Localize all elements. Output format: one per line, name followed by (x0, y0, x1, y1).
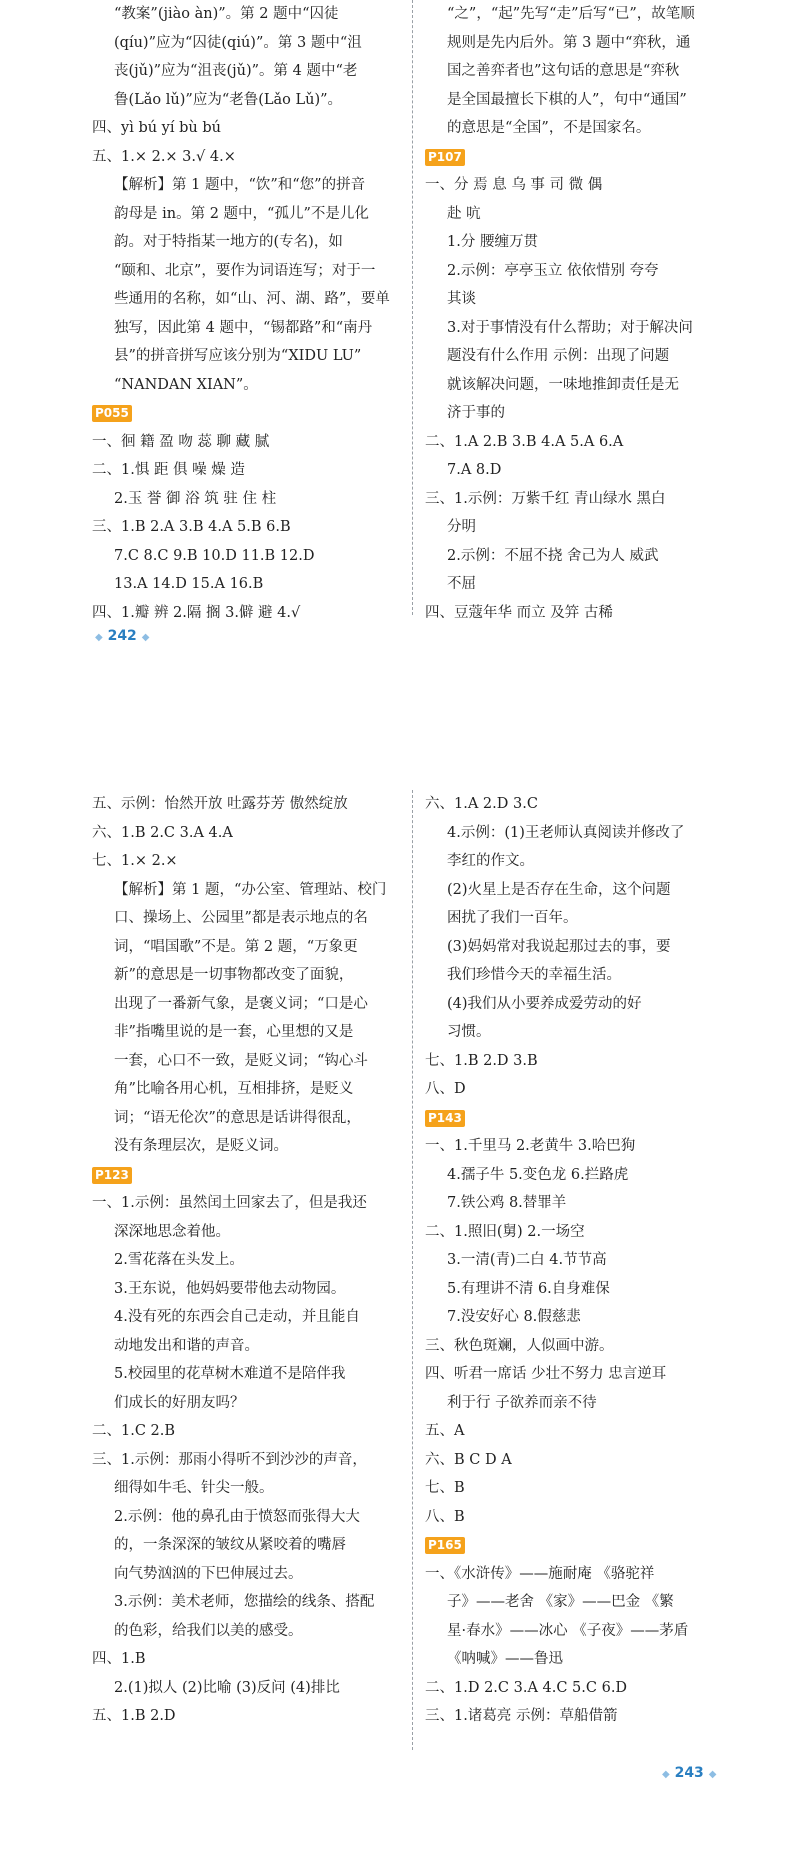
continuation-line: “教案”(jiào àn)”。第 2 题中“囚徒 (114, 6, 339, 22)
continuation-line: 口、操场上、公园里”都是表示地点的名 (114, 910, 368, 926)
continuation-line: 新”的意思是一切事物都改变了面貌， (114, 967, 354, 983)
continuation-line: 县”的拼音拼写应该分别为“XIDU LU” (114, 348, 362, 364)
continuation-line: “之”，“起”先写“走”后写“已”，故笔顺 (447, 6, 695, 22)
analysis-line: 【解析】第 1 题，“办公室、管理站、校门 (114, 881, 387, 898)
continuation-line: 的色彩，给我们以美的感受。 (114, 1622, 303, 1639)
answer-item-line: 5.有理讲不清 6.自身难保 (447, 1280, 610, 1297)
diamond-icon: ◆ (708, 1769, 717, 1780)
answer-section-line: 一、徊 籍 盈 吻 蕊 聊 藏 腻 (92, 433, 270, 450)
continuation-line: 题没有什么作用 示例：出现了问题 (447, 348, 670, 364)
continuation-line: 分明 (447, 519, 476, 535)
answer-section-line: 四、1.瓣 辨 2.隔 搁 3.僻 避 4.√ (92, 604, 301, 621)
answer-section-line: 一、《水浒传》——施耐庵 《骆驼祥 (425, 1565, 655, 1582)
column-divider (412, 0, 413, 615)
continuation-line: 深深地思念着他。 (114, 1223, 230, 1240)
answer-section-line: 三、1.示例：万紫千红 青山绿水 黑白 (425, 490, 666, 507)
answer-item-line: 3.示例：美术老师，您描绘的线条、搭配 (114, 1594, 375, 1610)
answer-section-line: 二、1.A 2.B 3.B 4.A 5.A 6.A (425, 433, 624, 450)
page-243 (0, 790, 790, 1849)
answer-section-line: 八、B (425, 1508, 465, 1525)
page-reference-tag: P055 (92, 405, 132, 422)
continuation-line: “颐和、北京”，要作为词语连写；对于一 (114, 262, 376, 279)
continuation-line: “NANDAN XIAN”。 (114, 376, 258, 393)
answer-item-line: 2.(1)拟人 (2)比喻 (3)反问 (4)排比 (114, 1679, 340, 1696)
answer-section-line: 三、1.B 2.A 3.B 4.A 5.B 6.B (92, 519, 291, 535)
answer-section-line: 七、1.× 2.× (92, 853, 178, 869)
answer-section-line: 二、1.D 2.C 3.A 4.C 5.C 6.D (425, 1679, 628, 1696)
continuation-line: 其谈 (447, 291, 476, 307)
continuation-line: 我们珍惜今天的幸福生活。 (447, 967, 621, 983)
answer-section-line: 三、1.示例：那雨小得听不到沙沙的声音， (92, 1451, 367, 1468)
answer-section-line: 五、A (425, 1423, 465, 1439)
continuation-line: 些通用的名称，如“山、河、湖、路”，要单 (114, 291, 390, 307)
right-column (425, 0, 725, 627)
answer-section-line: 四、豆蔻年华 而立 及笄 古稀 (425, 604, 613, 621)
answer-item-line: 7.A 8.D (447, 462, 502, 478)
answer-item-line: 4.孺子牛 5.变色龙 6.拦路虎 (447, 1166, 629, 1183)
answer-section-line: 六、1.B 2.C 3.A 4.A (92, 824, 233, 841)
continuation-line: 一套，心口不一致，是贬义词；“钩心斗 (114, 1052, 368, 1069)
diamond-icon: ◆ (95, 632, 103, 643)
answer-item-line: 13.A 14.D 15.A 16.B (114, 576, 264, 592)
continuation-line: 国之善弈者也”这句话的意思是“弈秋 (447, 63, 680, 79)
continuation-line: 没有条理层次，是贬义词。 (114, 1138, 288, 1154)
continuation-line: 出现了一番新气象，是褒义词；“口是心 (114, 995, 368, 1012)
answer-item-line: 4.没有死的东西会自己走动，并且能自 (114, 1309, 360, 1325)
continuation-line: 习惯。 (447, 1024, 491, 1040)
answer-section-line: 六、B C D A (425, 1451, 512, 1468)
continuation-line: 韵母是 in。第 2 题中，“孤儿”不是儿化 (114, 205, 369, 222)
answer-item-line: 3.一清(青)二白 4.节节高 (447, 1252, 607, 1268)
answer-section-line: 三、1.诸葛亮 示例：草船借箭 (425, 1708, 618, 1724)
answer-item-line: (3)妈妈常对我说起那过去的事，要 (447, 938, 671, 955)
left-column (92, 0, 402, 627)
answer-section-line: 二、1.惧 距 俱 噪 燥 造 (92, 462, 245, 478)
continuation-line: 韵。对于特指某一地方的(专名)，如 (114, 234, 343, 250)
continuation-line: 不屈 (447, 576, 476, 592)
page-reference-tag: P123 (92, 1167, 132, 1184)
answer-section-line: 二、1.C 2.B (92, 1423, 176, 1439)
page-number: ◆ 243 ◆ (662, 1765, 717, 1781)
continuation-line: 向气势汹汹的下巴伸展过去。 (114, 1565, 303, 1582)
page-number: ◆ 242 ◆ (95, 628, 150, 644)
answer-item-line: 2.雪花落在头发上。 (114, 1252, 244, 1268)
page-reference-tag: P107 (425, 149, 465, 166)
answer-item-line: 7.铁公鸡 8.替罪羊 (447, 1195, 567, 1211)
diamond-icon: ◆ (141, 632, 150, 643)
right-column (425, 790, 725, 1731)
continuation-line: 李红的作文。 (447, 853, 534, 869)
analysis-line: 【解析】第 1 题中，“饮”和“您”的拼音 (114, 177, 366, 193)
answer-section-line: 一、分 焉 息 乌 事 司 微 偶 (425, 177, 603, 193)
page-reference-tag: P165 (425, 1537, 465, 1554)
answer-item-line: 2.玉 誉 御 浴 筑 驻 住 柱 (114, 490, 277, 507)
continuation-line: 利于行 子欲养而亲不待 (447, 1394, 597, 1411)
answer-section-line: 四、yì bú yí bù bú (92, 120, 221, 136)
answer-section-line: 五、1.× 2.× 3.√ 4.× (92, 148, 236, 165)
answer-item-line: 7.C 8.C 9.B 10.D 11.B 12.D (114, 547, 315, 564)
answer-item-line: 2.示例：亭亭玉立 依依惜别 夸夸 (447, 262, 659, 279)
answer-section-line: 四、听君一席话 少壮不努力 忠言逆耳 (425, 1366, 667, 1382)
continuation-line: 词；“语无伦次”的意思是话讲得很乱， (114, 1109, 361, 1126)
diamond-icon: ◆ (662, 1769, 670, 1780)
answer-section-line: 一、1.千里马 2.老黄牛 3.哈巴狗 (425, 1138, 636, 1154)
page-242 (0, 0, 790, 650)
answer-item-line: (2)火星上是否存在生命，这个问题 (447, 881, 671, 898)
answer-item-line: 3.对于事情没有什么帮助；对于解决问 (447, 319, 693, 336)
continuation-line: 独写，因此第 4 题中，“锡都路”和“南丹 (114, 319, 373, 336)
answer-item-line: 5.校园里的花草树木难道不是陪伴我 (114, 1366, 346, 1382)
answer-section-line: 五、1.B 2.D (92, 1708, 176, 1724)
continuation-line: (qíu)”应为“囚徒(qiú)”。第 3 题中“沮 (114, 34, 362, 51)
continuation-line: 济于事的 (447, 405, 505, 421)
continuation-line: 们成长的好朋友吗？ (114, 1394, 245, 1411)
continuation-line: 赴 吭 (447, 205, 481, 222)
answer-section-line: 五、示例：怡然开放 吐露芬芳 傲然绽放 (92, 796, 348, 812)
continuation-line: 子》——老舍 《家》——巴金 《繁 (447, 1594, 674, 1610)
continuation-line: 就该解决问题，一味地推卸责任是无 (447, 376, 679, 393)
answer-item-line: 2.示例：他的鼻孔由于愤怒而张得大大 (114, 1508, 360, 1525)
answer-item-line: 3.王东说，他妈妈要带他去动物园。 (114, 1280, 346, 1297)
continuation-line: 丧(jǔ)”应为“沮丧(jǔ)”。第 4 题中“老 (114, 63, 358, 79)
answer-item-line: 1.分 腰缠万贯 (447, 234, 538, 250)
continuation-line: 动地发出和谐的声音。 (114, 1337, 259, 1354)
answer-section-line: 三、秋色斑斓，人似画中游。 (425, 1337, 614, 1354)
answer-section-line: 七、1.B 2.D 3.B (425, 1052, 538, 1069)
continuation-line: 的，一条深深的皱纹从紧咬着的嘴唇 (114, 1537, 346, 1553)
answer-item-line: 7.没安好心 8.假慈悲 (447, 1309, 581, 1325)
continuation-line: 的意思是“全国”，不是国家名。 (447, 120, 651, 136)
answer-section-line: 七、B (425, 1480, 465, 1496)
answer-section-line: 四、1.B (92, 1651, 146, 1667)
answer-section-line: 一、1.示例：虽然闰土回家去了，但是我还 (92, 1195, 367, 1211)
continuation-line: 星·春水》——冰心 《子夜》——茅盾 (447, 1622, 689, 1639)
continuation-line: 《呐喊》——鲁迅 (447, 1651, 563, 1667)
continuation-line: 困扰了我们一百年。 (447, 910, 578, 926)
continuation-line: 是全国最擅长下棋的人”，句中“通国” (447, 91, 687, 108)
continuation-line: 规则是先内后外。第 3 题中“弈秋，通 (447, 34, 691, 51)
answer-item-line: 4.示例：(1)王老师认真阅读并修改了 (447, 824, 685, 841)
continuation-line: 鲁(Lǎo lǔ)”应为“老鲁(Lǎo Lǔ)”。 (114, 91, 343, 108)
answer-item-line: 2.示例：不屈不挠 舍己为人 威武 (447, 547, 659, 564)
answer-item-line: (4)我们从小要养成爱劳动的好 (447, 995, 642, 1012)
continuation-line: 词，“唱国歌”不是。第 2 题，“万象更 (114, 938, 358, 955)
answer-section-line: 六、1.A 2.D 3.C (425, 796, 538, 812)
answer-section-line: 二、1.照旧(舅) 2.一场空 (425, 1223, 585, 1240)
column-divider (412, 790, 413, 1750)
continuation-line: 细得如牛毛、针尖一般。 (114, 1480, 274, 1496)
continuation-line: 角”比喻各用心机，互相排挤，是贬义 (114, 1081, 354, 1097)
answer-section-line: 八、D (425, 1081, 466, 1097)
continuation-line: 非”指嘴里说的是一套，心里想的又是 (114, 1024, 354, 1040)
left-column (92, 790, 402, 1731)
page-reference-tag: P143 (425, 1110, 465, 1127)
